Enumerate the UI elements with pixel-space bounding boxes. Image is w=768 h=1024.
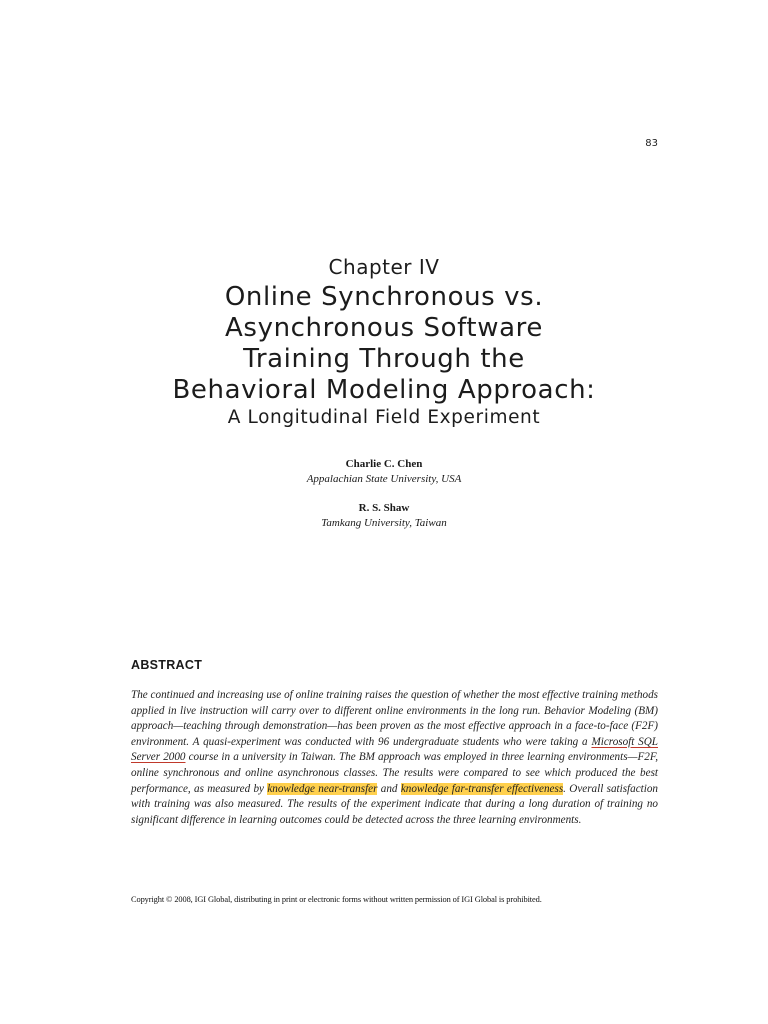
chapter-title <box>0 282 768 406</box>
highlighted-text[interactable]: knowledge near-transfer <box>267 782 378 795</box>
abstract-text: . Overall satisfaction with training was also measured. The results of the experiment indicate that during a long duration of training no significant difference in learning outcomes could be detected across the three learning environments. <box>131 782 658 826</box>
author-name: Charlie C. Chen <box>345 458 423 470</box>
abstract-body <box>131 688 658 828</box>
highlighted-text[interactable]: knowledge far-transfer effectiveness <box>400 782 564 795</box>
chapter-title-line: Training Through the <box>243 344 525 374</box>
copyright-notice: Copyright © 2008, IGI Global, distributing in print or electronic forms without written permission of IGI Global is prohibited. <box>131 895 542 904</box>
author-affiliation: Tamkang University, Taiwan <box>321 517 447 529</box>
chapter-subtitle: A Longitudinal Field Experiment <box>227 407 541 428</box>
chapter-title-line: Online Synchronous vs. <box>224 282 544 312</box>
spellcheck-underlined-text: Microsoft SQL Server 2000 <box>131 735 658 764</box>
abstract-text: course in a university in Taiwan. The BM approach was employed in three learning environments—F2F, online synchronous and online asynchronous classes. The results were compared to see which produced the best performance, as measured by <box>131 751 658 795</box>
chapter-title-line: Behavioral Modeling Approach: <box>172 375 596 405</box>
chapter-label: Chapter IV <box>328 255 440 279</box>
author-affiliation: Appalachian State University, USA <box>306 473 462 485</box>
title-block <box>0 254 768 430</box>
abstract-text: The continued and increasing use of online training raises the question of whether the most effective training methods applied in live instruction will carry over to different online environments in the long run. Behavior Modeling (BM) approach—teaching through demonstration—has been proven as the most effective approach in a face-to-face (F2F) environment. A quasi-experiment was conducted with 96 undergraduate students who were taking a <box>131 689 658 748</box>
author-list <box>0 457 768 531</box>
author-name: R. S. Shaw <box>358 502 410 514</box>
page-number: 83 <box>645 138 658 149</box>
abstract-text: and <box>377 782 401 795</box>
chapter-title-line: Asynchronous Software <box>225 313 543 343</box>
abstract-heading: ABSTRACT <box>131 658 203 672</box>
